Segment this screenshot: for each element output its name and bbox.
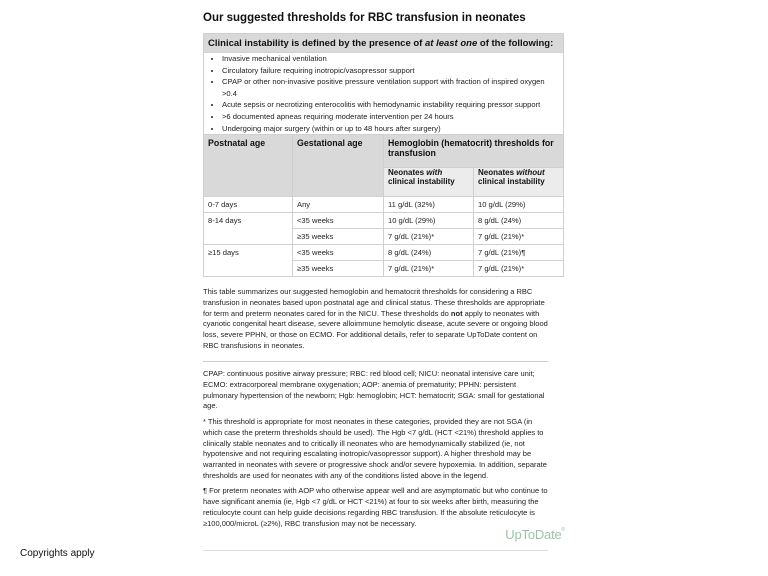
subcol-without-instability: Neonates without clinical instability bbox=[474, 168, 564, 197]
criteria-item: • CPAP or other non-invasive positive pressure ventilation support with fraction of inspired oxygen >0.4 bbox=[222, 76, 559, 99]
cell-with: 10 g/dL (29%) bbox=[384, 213, 474, 229]
cell-postnatal: 8-14 days bbox=[204, 213, 293, 245]
col-thresholds: Hemoglobin (hematocrit) thresholds for transfusion bbox=[384, 135, 564, 168]
cell-without: 7 g/dL (21%)¶ bbox=[474, 245, 564, 261]
brand-area bbox=[203, 10, 565, 570]
cell-with: 7 g/dL (21%)* bbox=[384, 229, 474, 245]
cell-gestational: ≥35 weeks bbox=[293, 229, 384, 245]
footnote-paragraph: ¶ For preterm neonates with AOP who otherwise appear well and are asymptomatic but who continue to have significant anemia (ie, Hgb <7 g/dL or HCT <21%) at four to six weeks after birth, measuring the reticulocyte count can help guide decisions regarding RBC transfusion. If the absolute reticulocyte is ≥100,000/microL (≥2%), RBC transfusion may not be necessary. bbox=[203, 486, 548, 528]
criteria-item: • Invasive mechanical ventilation bbox=[222, 53, 559, 65]
criteria-item: • >6 documented apneas requiring moderate intervention per 24 hours bbox=[222, 111, 559, 123]
cell-gestational: ≥35 weeks bbox=[293, 261, 384, 277]
subcol-with-instability: Neonates with clinical instability bbox=[384, 168, 474, 197]
abbreviations: CPAP: continuous positive airway pressure; RBC: red blood cell; NICU: neonatal intensive care unit; ECMO: extracorporeal membrane oxygenation; AOP: anemia of prematurity; PPHN: persistent pulmonary hypertension of the newborn; Hgb: hemoglobin; HCT: hematocrit; SGA: small for gestational age. bbox=[203, 369, 545, 411]
summary-paragraph: This table summarizes our suggested hemoglobin and hematocrit thresholds for considering a RBC transfusion in neonates based upon postnatal age and clinical status. These thresholds are appropriate for term and preterm neonates cared for in the NICU. These thresholds do not apply to neonates with cyanotic congenital heart disease, severe alloimmune hemolytic disease, acute severe or ongoing blood loss, severe PPHN, or those on ECMO. For additional details, refer to separate UpToDate content on RBC transfusions in neonates. bbox=[203, 287, 548, 350]
cell-with: 8 g/dL (24%) bbox=[384, 245, 474, 261]
cell-without: 8 g/dL (24%) bbox=[474, 213, 564, 229]
col-gestational-age: Gestational age bbox=[293, 135, 384, 197]
cell-without: 7 g/dL (21%)* bbox=[474, 261, 564, 277]
criteria-item: • Circulatory failure requiring inotropic/vasopressor support bbox=[222, 65, 559, 77]
criteria-item: • Undergoing major surgery (within or up to 48 hours after surgery) bbox=[222, 123, 559, 135]
cell-gestational: <35 weeks bbox=[293, 245, 384, 261]
cell-without: 10 g/dL (29%) bbox=[474, 197, 564, 213]
cell-without: 7 g/dL (21%)* bbox=[474, 229, 564, 245]
bottom-divider bbox=[203, 550, 548, 551]
cell-gestational: <35 weeks bbox=[293, 213, 384, 229]
footnote-star: * This threshold is appropriate for most neonates in these categories, provided they are not SGA (in which case the preterm thresholds should be used). The Hgb <7 g/dL (HCT <21%) threshold applies to clinically stable neonates and to critically ill neonates who are hemodynamically stabilized (ie, not hypotensive and not requiring escalating inotropic/vasopressor support). A higher threshold may be warranted in neonates with severe or progressive shock and/or severe hypoxemia. In addition, separate thresholds are used for neonates with any of the conditions listed above in the legend. bbox=[203, 417, 547, 480]
col-postnatal-age: Postnatal age bbox=[204, 135, 293, 197]
criteria-heading: Clinical instability is defined by the presence of at least one of the following: bbox=[204, 34, 564, 53]
cell-with: 7 g/dL (21%)* bbox=[384, 261, 474, 277]
cell-postnatal: ≥15 days bbox=[204, 245, 293, 277]
figure-title: Our suggested thresholds for RBC transfusion in neonates bbox=[203, 12, 526, 24]
cell-with: 11 g/dL (32%) bbox=[384, 197, 474, 213]
uptodate-logo: UpToDate® bbox=[505, 527, 565, 542]
copyright-notice: Copyrights apply bbox=[20, 548, 95, 559]
cell-postnatal: 0-7 days bbox=[204, 197, 293, 213]
criteria-item: • Acute sepsis or necrotizing enterocolitis with hemodynamic instability requiring pressor support bbox=[222, 99, 559, 111]
cell-gestational: Any bbox=[293, 197, 384, 213]
